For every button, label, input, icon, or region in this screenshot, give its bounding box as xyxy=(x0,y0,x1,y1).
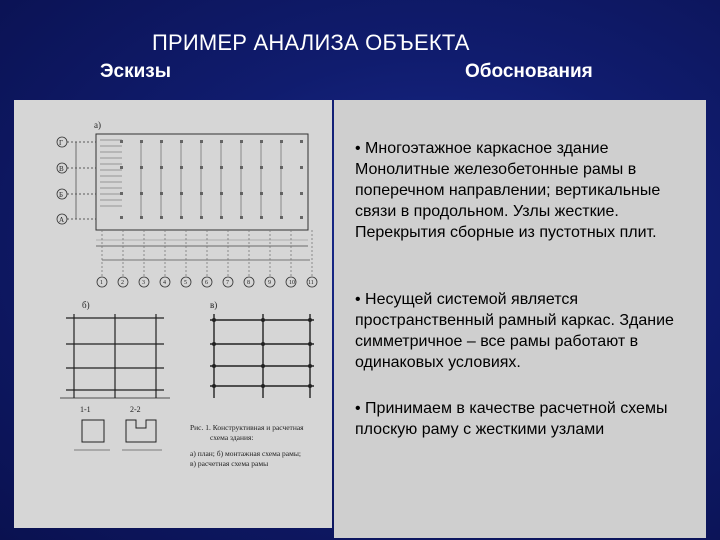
axis-row-label: Б xyxy=(59,191,64,199)
slide-title: ПРИМЕР АНАЛИЗА ОБЪЕКТА xyxy=(152,30,470,55)
assembly-frame xyxy=(60,314,170,398)
row-axes xyxy=(57,137,96,224)
axis-row-label: Г xyxy=(59,139,64,147)
text-panel xyxy=(334,100,706,538)
sketch-panel xyxy=(14,100,332,528)
axis-col-label: 10 xyxy=(289,280,295,286)
axis-row-label: В xyxy=(59,165,64,173)
figure-caption xyxy=(190,423,304,468)
axis-col-label: 8 xyxy=(247,280,250,286)
axis-col-label: 5 xyxy=(184,280,187,286)
point-2: • Несущей системой является пространственный рамный каркас. Здание симметричное – все рамы работают в одинаковых условиях. xyxy=(355,291,674,371)
axis-col-label: 11 xyxy=(308,280,314,286)
justifications-heading: Обоснования xyxy=(465,61,593,82)
point-1: • Многоэтажное каркасное здание Монолитные железобетонные рамы в поперечном направлении; вертикальные связи в продольном. Узлы жесткие. Перекрытия сборные из пустотных плит. xyxy=(355,140,661,241)
svg-text:а) план; б) монтажная схема ра: а) план; б) монтажная схема рамы; xyxy=(190,449,301,458)
axis-col-label: 2 xyxy=(121,280,124,286)
axis-col-label: 4 xyxy=(163,280,166,286)
svg-text:схема здания:: схема здания: xyxy=(210,433,254,442)
label-v: в) xyxy=(210,300,218,310)
section-details xyxy=(74,420,162,450)
svg-text:в) расчетная схема рамы: в) расчетная схема рамы xyxy=(190,459,269,468)
axis-col-label: 9 xyxy=(268,280,271,286)
axis-col-label: 1 xyxy=(100,280,103,286)
floor-plan xyxy=(96,134,308,246)
axis-row-label: А xyxy=(59,216,65,224)
svg-text:Рис. 1. Конструктивная и расче: Рис. 1. Конструктивная и расчетная xyxy=(190,423,304,432)
section-1-label: 1-1 xyxy=(80,405,91,414)
column-axes xyxy=(97,230,317,287)
point-3: • Принимаем в качестве расчетной схемы плоскую раму с жесткими узлами xyxy=(355,400,668,438)
axis-col-label: 3 xyxy=(142,280,145,286)
label-a: а) xyxy=(94,120,101,130)
section-2-label: 2-2 xyxy=(130,405,141,414)
sketches-heading: Эскизы xyxy=(100,61,171,82)
axis-col-label: 6 xyxy=(205,280,208,286)
structural-drawing xyxy=(14,100,332,528)
axis-col-label: 7 xyxy=(226,280,229,286)
label-b: б) xyxy=(82,300,90,310)
